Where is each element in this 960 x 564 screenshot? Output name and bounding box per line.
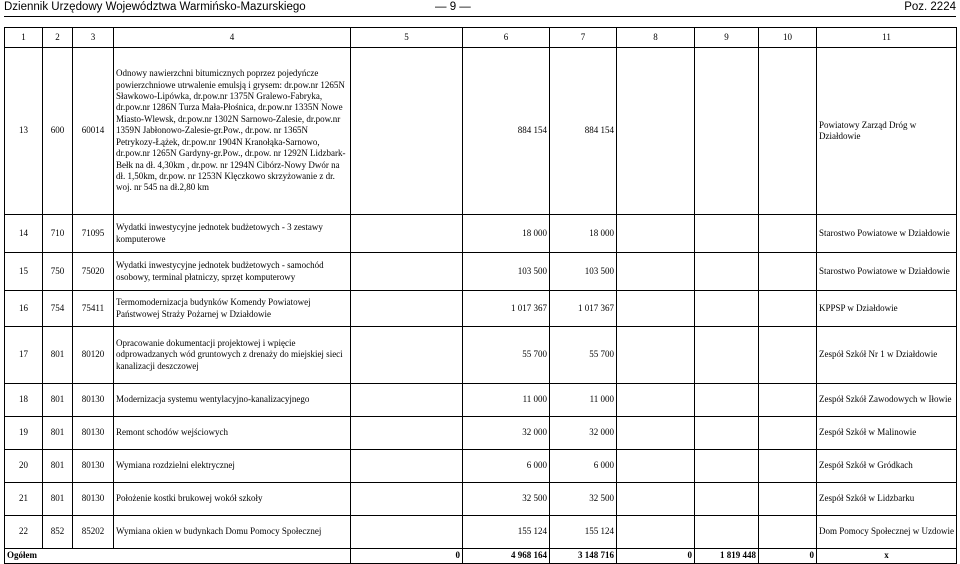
dzial-code: 801 bbox=[43, 327, 73, 384]
amount-total: 32 500 bbox=[463, 483, 550, 516]
empty-cell bbox=[695, 516, 759, 549]
column-number-row bbox=[5, 28, 957, 48]
executing-unit: Powiatowy Zarząd Dróg w Działdowie bbox=[817, 48, 957, 215]
empty-cell bbox=[695, 215, 759, 253]
rozdzial-code: 60014 bbox=[73, 48, 114, 215]
task-description: Odnowy nawierzchni bitumicznych poprzez pojedyńcze powierzchniowe utrwalenie emulsją i grysem: dr.pow.nr 1265N Sławkowo-Lipówka, dr.pow.nr 1375N Gralewo-Fabryka, dr.pow.nr 1286N Turza Mała-Płośnica, dr.pow.nr 1335N Nowe Miasto-Wlewsk, dr.pow.nr 1302N Sarnowo-Zalesie, dr.pow.nr 1359N Jabłonowo-Zalesie-gr.Pow., dr.pow. nr 1365N Petrykozy-Łążek, dr.pow.nr 1904N Kranołąka-Sarnowo, dr.pow.nr 1265N Gardyny-gr.Pow., dr.pow. nr 1292N Lidzbark-Bełk na dł. 4,30km , dr.pow. nr 1294N Cibórz-Nowy Dwór na dł. 1,50km, dr.pow. nr 1253N Klęczkowo skrzyżowanie z dr. woj. nr 545 na dł.2,80 km bbox=[114, 48, 351, 215]
table-row bbox=[5, 417, 957, 450]
column-number: 2 bbox=[43, 28, 73, 48]
empty-cell bbox=[695, 327, 759, 384]
table-row bbox=[5, 253, 957, 291]
empty-cell bbox=[759, 327, 817, 384]
empty-cell bbox=[759, 48, 817, 215]
dzial-code: 750 bbox=[43, 253, 73, 291]
task-description: Wymiana rozdzielni elektrycznej bbox=[114, 450, 351, 483]
empty-cell bbox=[351, 483, 463, 516]
dzial-code: 801 bbox=[43, 483, 73, 516]
empty-cell bbox=[759, 253, 817, 291]
table-row bbox=[5, 516, 957, 549]
task-description: Wymiana okien w budynkach Domu Pomocy Społecznej bbox=[114, 516, 351, 549]
empty-cell bbox=[617, 450, 695, 483]
column-number: 3 bbox=[73, 28, 114, 48]
dzial-code: 710 bbox=[43, 215, 73, 253]
amount-total: 155 124 bbox=[463, 516, 550, 549]
empty-cell bbox=[617, 516, 695, 549]
executing-unit: Zespół Szkół w Malinowie bbox=[817, 417, 957, 450]
executing-unit: Zespół Szkół Zawodowych w Iłowie bbox=[817, 384, 957, 417]
amount-total: 18 000 bbox=[463, 215, 550, 253]
empty-cell bbox=[617, 215, 695, 253]
dzial-code: 801 bbox=[43, 384, 73, 417]
total-col-8: 0 bbox=[617, 549, 695, 564]
total-label: Ogółem bbox=[5, 549, 351, 564]
amount-own: 11 000 bbox=[550, 384, 617, 417]
rozdzial-code: 80130 bbox=[73, 483, 114, 516]
empty-cell bbox=[759, 483, 817, 516]
executing-unit: Zespół Szkół Nr 1 w Działdowie bbox=[817, 327, 957, 384]
executing-unit: Zespół Szkół w Lidzbarku bbox=[817, 483, 957, 516]
dzial-code: 801 bbox=[43, 417, 73, 450]
total-row bbox=[5, 549, 957, 564]
empty-cell bbox=[617, 253, 695, 291]
task-description: Termomodernizacja budynków Komendy Powiatowej Państwowej Straży Pożarnej w Działdowie bbox=[114, 291, 351, 327]
empty-cell bbox=[695, 450, 759, 483]
header-rule bbox=[4, 16, 956, 17]
executing-unit: Dom Pomocy Społecznej w Uzdowie bbox=[817, 516, 957, 549]
table-row bbox=[5, 384, 957, 417]
empty-cell bbox=[617, 327, 695, 384]
total-col-9: 1 819 448 bbox=[695, 549, 759, 564]
rozdzial-code: 80130 bbox=[73, 417, 114, 450]
table-row bbox=[5, 483, 957, 516]
empty-cell bbox=[759, 215, 817, 253]
empty-cell bbox=[351, 215, 463, 253]
total-col-10: 0 bbox=[759, 549, 817, 564]
rozdzial-code: 75020 bbox=[73, 253, 114, 291]
empty-cell bbox=[759, 417, 817, 450]
amount-total: 32 000 bbox=[463, 417, 550, 450]
table-row bbox=[5, 215, 957, 253]
empty-cell bbox=[617, 483, 695, 516]
empty-cell bbox=[759, 384, 817, 417]
amount-own: 1 017 367 bbox=[550, 291, 617, 327]
empty-cell bbox=[351, 253, 463, 291]
empty-cell bbox=[617, 48, 695, 215]
amount-own: 32 500 bbox=[550, 483, 617, 516]
row-number: 18 bbox=[5, 384, 43, 417]
executing-unit: Starostwo Powiatowe w Działdowie bbox=[817, 215, 957, 253]
column-number: 10 bbox=[759, 28, 817, 48]
empty-cell bbox=[351, 291, 463, 327]
amount-total: 11 000 bbox=[463, 384, 550, 417]
row-number: 22 bbox=[5, 516, 43, 549]
empty-cell bbox=[695, 417, 759, 450]
empty-cell bbox=[759, 450, 817, 483]
amount-own: 884 154 bbox=[550, 48, 617, 215]
row-number: 16 bbox=[5, 291, 43, 327]
empty-cell bbox=[617, 291, 695, 327]
empty-cell bbox=[351, 48, 463, 215]
empty-cell bbox=[351, 384, 463, 417]
rozdzial-code: 75411 bbox=[73, 291, 114, 327]
journal-title: Dziennik Urzędowy Województwa Warmińsko-Mazurskiego bbox=[4, 1, 306, 13]
column-number: 5 bbox=[351, 28, 463, 48]
table-row bbox=[5, 450, 957, 483]
column-number: 8 bbox=[617, 28, 695, 48]
executing-unit: KPPSP w Działdowie bbox=[817, 291, 957, 327]
amount-own: 6 000 bbox=[550, 450, 617, 483]
amount-own: 18 000 bbox=[550, 215, 617, 253]
amount-own: 103 500 bbox=[550, 253, 617, 291]
amount-own: 55 700 bbox=[550, 327, 617, 384]
task-description: Wydatki inwestycyjne jednotek budżetowych - samochód osobowy, terminal płatniczy, sprzęt komputerowy bbox=[114, 253, 351, 291]
empty-cell bbox=[759, 291, 817, 327]
rozdzial-code: 85202 bbox=[73, 516, 114, 549]
row-number: 13 bbox=[5, 48, 43, 215]
empty-cell bbox=[695, 48, 759, 215]
empty-cell bbox=[617, 384, 695, 417]
executing-unit: Zespół Szkół w Gródkach bbox=[817, 450, 957, 483]
empty-cell bbox=[695, 483, 759, 516]
row-number: 15 bbox=[5, 253, 43, 291]
task-description: Remont schodów wejściowych bbox=[114, 417, 351, 450]
task-description: Opracowanie dokumentacji projektowej i wpięcie odprowadzanych wód gruntowych z drenaży do miejskiej sieci kanalizacji deszczowej bbox=[114, 327, 351, 384]
rozdzial-code: 71095 bbox=[73, 215, 114, 253]
amount-total: 103 500 bbox=[463, 253, 550, 291]
page-header bbox=[4, 0, 956, 14]
total-col-5: 0 bbox=[351, 549, 463, 564]
dzial-code: 600 bbox=[43, 48, 73, 215]
empty-cell bbox=[695, 253, 759, 291]
investment-table bbox=[4, 27, 957, 564]
total-col-7: 3 148 716 bbox=[550, 549, 617, 564]
table-row bbox=[5, 327, 957, 384]
amount-own: 32 000 bbox=[550, 417, 617, 450]
column-number: 11 bbox=[817, 28, 957, 48]
executing-unit: Starostwo Powiatowe w Działdowie bbox=[817, 253, 957, 291]
empty-cell bbox=[351, 417, 463, 450]
total-col-6: 4 968 164 bbox=[463, 549, 550, 564]
task-description: Położenie kostki brukowej wokół szkoły bbox=[114, 483, 351, 516]
empty-cell bbox=[351, 450, 463, 483]
empty-cell bbox=[695, 384, 759, 417]
rozdzial-code: 80120 bbox=[73, 327, 114, 384]
total-col-11: x bbox=[817, 549, 957, 564]
amount-total: 1 017 367 bbox=[463, 291, 550, 327]
empty-cell bbox=[617, 417, 695, 450]
task-description: Wydatki inwestycyjne jednotek budżetowych - 3 zestawy komputerowe bbox=[114, 215, 351, 253]
dzial-code: 801 bbox=[43, 450, 73, 483]
table-row bbox=[5, 291, 957, 327]
row-number: 17 bbox=[5, 327, 43, 384]
column-number: 9 bbox=[695, 28, 759, 48]
row-number: 21 bbox=[5, 483, 43, 516]
column-number: 1 bbox=[5, 28, 43, 48]
dzial-code: 852 bbox=[43, 516, 73, 549]
row-number: 20 bbox=[5, 450, 43, 483]
column-number: 6 bbox=[463, 28, 550, 48]
rozdzial-code: 80130 bbox=[73, 450, 114, 483]
amount-own: 155 124 bbox=[550, 516, 617, 549]
empty-cell bbox=[759, 516, 817, 549]
column-number: 7 bbox=[550, 28, 617, 48]
row-number: 19 bbox=[5, 417, 43, 450]
empty-cell bbox=[351, 327, 463, 384]
amount-total: 884 154 bbox=[463, 48, 550, 215]
column-number: 4 bbox=[114, 28, 351, 48]
amount-total: 6 000 bbox=[463, 450, 550, 483]
rozdzial-code: 80130 bbox=[73, 384, 114, 417]
empty-cell bbox=[695, 291, 759, 327]
page-number: — 9 — bbox=[435, 1, 471, 13]
task-description: Modernizacja systemu wentylacyjno-kanalizacyjnego bbox=[114, 384, 351, 417]
position-number: Poz. 2224 bbox=[904, 1, 956, 13]
dzial-code: 754 bbox=[43, 291, 73, 327]
amount-total: 55 700 bbox=[463, 327, 550, 384]
table-row bbox=[5, 48, 957, 215]
empty-cell bbox=[351, 516, 463, 549]
row-number: 14 bbox=[5, 215, 43, 253]
